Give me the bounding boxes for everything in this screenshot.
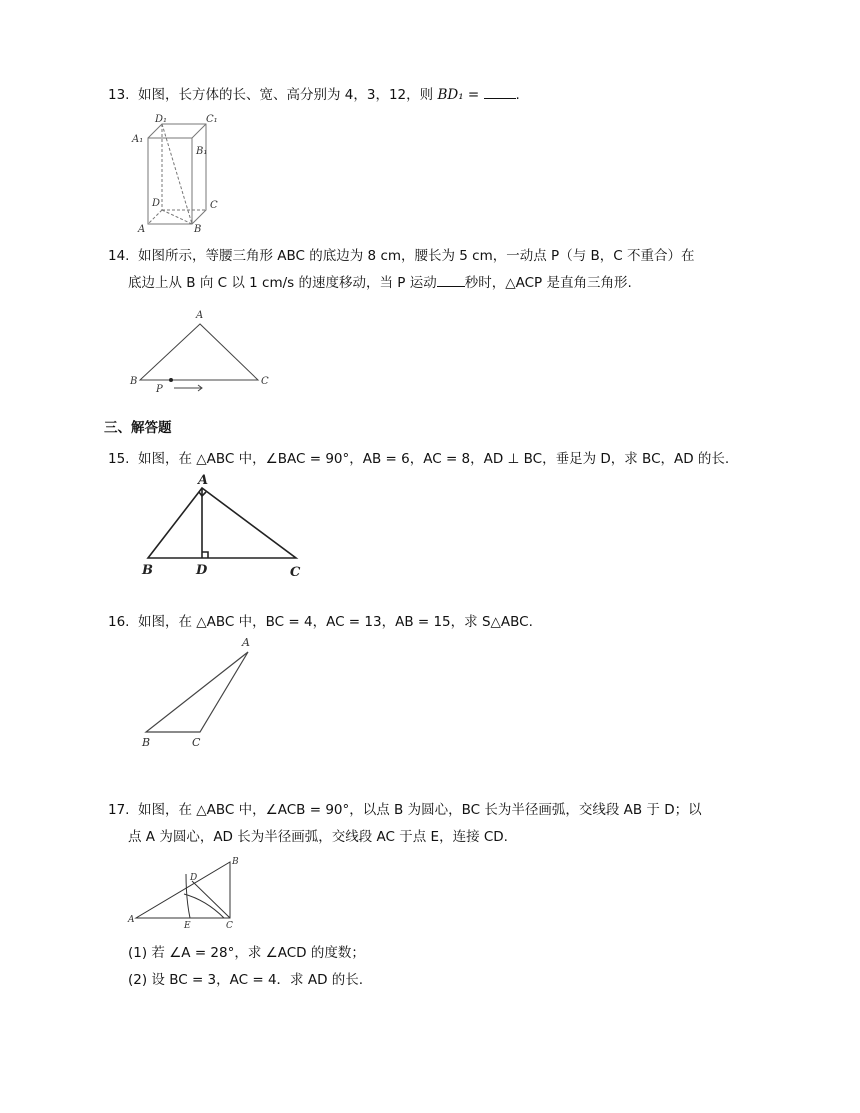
question-text-line1: 如图所示，等腰三角形 ABC 的底边为 8 cm，腰长为 5 cm，一动点 P（与 B，C 不重合）在 (138, 248, 695, 264)
question-15 (108, 449, 729, 469)
vertex-label-a: A (138, 224, 146, 234)
vertex-label-d: D (196, 563, 208, 578)
section-heading: 三、解答题 (104, 420, 172, 436)
point-label-p: P (156, 384, 163, 395)
question-number: 13. (108, 87, 130, 103)
isosceles-triangle-figure (128, 306, 278, 396)
vertex-label-b: B (142, 563, 153, 578)
question-text-line2a: 底边上从 B 向 C 以 1 cm/s 的速度移动，当 P 运动 (128, 275, 437, 291)
question-14-line2 (128, 273, 632, 293)
right-triangle-altitude-figure (126, 472, 316, 582)
vertex-label-a: A (196, 310, 204, 321)
cuboid-figure (128, 112, 228, 234)
vertex-label-c: C (261, 376, 269, 387)
vertex-label-c: C (192, 736, 201, 749)
vertex-label-a: A (128, 915, 135, 925)
question-14 (108, 246, 694, 266)
question-17-line2: 点 A 为圆心，AD 长为半径画弧，交线段 AC 于点 E，连接 CD. (128, 829, 508, 845)
vertex-label-b1: B₁ (196, 146, 208, 157)
point-label-e: E (184, 921, 191, 931)
answer-blank[interactable] (437, 273, 465, 287)
vertex-label-d: D (152, 198, 161, 209)
vertex-label-a: A (198, 473, 209, 488)
question-number: 17. (108, 802, 130, 818)
point-p-marker (169, 378, 173, 382)
question-16 (108, 612, 533, 632)
question-text-line1: 如图，在 △ABC 中，∠ACB = 90°，以点 B 为圆心，BC 长为半径画弧，交线段 AB 于 D；以 (138, 802, 702, 818)
arc-construction-figure (126, 854, 256, 934)
vertex-label-a: A (242, 636, 250, 649)
question-text: 如图，在 △ABC 中，∠BAC = 90°，AB = 6，AC = 8，AD ⊥ BC，垂足为 D，求 BC，AD 的长. (138, 451, 730, 467)
vertex-label-c: C (210, 200, 218, 211)
vertex-label-c: C (290, 565, 301, 580)
answer-blank[interactable] (484, 85, 516, 99)
vertex-label-b: B (142, 736, 151, 749)
period: . (515, 87, 520, 103)
vertex-label-c: C (226, 921, 233, 931)
vertex-label-c1: C₁ (206, 114, 218, 125)
question-text-line2b: 秒时，△ACP 是直角三角形. (464, 275, 632, 291)
question-text: 如图，长方体的长、宽、高分别为 4，3，12，则 (138, 87, 434, 103)
question-17 (108, 800, 702, 820)
subquestion-1: (1) 若 ∠A = 28°，求 ∠ACD 的度数； (128, 945, 365, 961)
vertex-label-d1: D₁ (155, 114, 168, 125)
question-text: 如图，在 △ABC 中，BC = 4，AC = 13，AB = 15，求 S△ABC. (138, 614, 533, 630)
vertex-label-b: B (130, 376, 138, 387)
question-13 (108, 85, 520, 105)
vertex-label-b: B (232, 857, 239, 867)
question-number: 15. (108, 451, 130, 467)
vertex-label-a1: A₁ (132, 134, 144, 145)
question-number: 16. (108, 614, 130, 630)
point-label-d: D (190, 873, 198, 883)
math-expression: BD₁ = (437, 87, 480, 103)
question-number: 14. (108, 248, 130, 264)
vertex-label-b: B (194, 224, 202, 234)
obtuse-triangle-figure (136, 634, 266, 754)
subquestion-2: (2) 设 BC = 3，AC = 4．求 AD 的长. (128, 972, 364, 988)
